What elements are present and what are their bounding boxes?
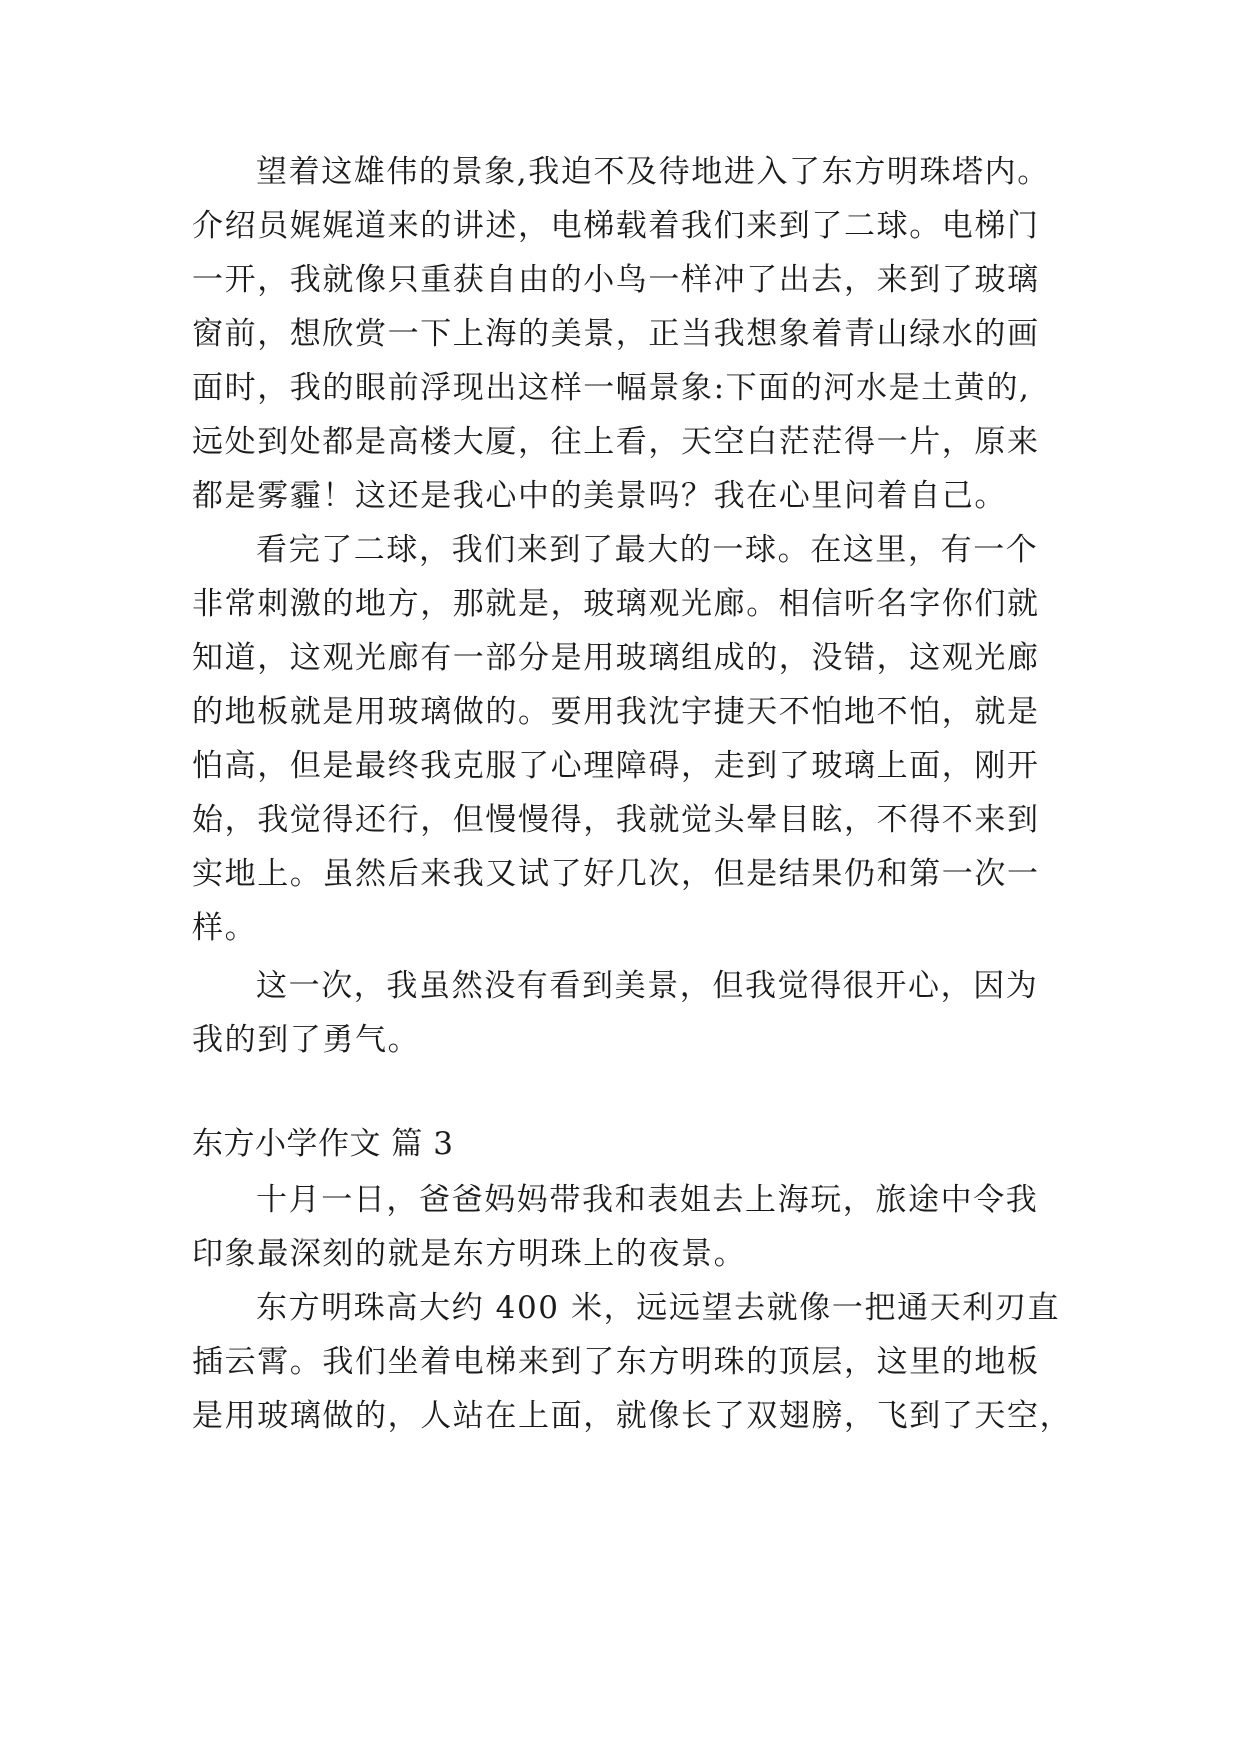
paragraph-line: 这一次，我虽然没有看到美景，但我觉得很开心，因为 bbox=[256, 968, 1039, 1004]
paragraph-line: 远处到处都是高楼大厦，往上看，天空白茫茫得一片，原来 bbox=[192, 424, 1040, 460]
paragraph-line: 窗前，想欣赏一下上海的美景，正当我想象着青山绿水的画 bbox=[192, 316, 1040, 352]
paragraph-line: 知道，这观光廊有一部分是用玻璃组成的，没错，这观光廊 bbox=[192, 640, 1040, 676]
paragraph-line: 的地板就是用玻璃做的。要用我沈宇捷天不怕地不怕，就是 bbox=[192, 694, 1040, 730]
paragraph-line: 介绍员娓娓道来的讲述，电梯载着我们来到了二球。电梯门 bbox=[192, 208, 1040, 244]
paragraph-line: 我的到了勇气。 bbox=[192, 1022, 421, 1058]
paragraph-line: 东方明珠高大约 400 米，远远望去就像一把通天利刃直 bbox=[256, 1290, 1061, 1326]
section-heading: 东方小学作文 篇 3 bbox=[192, 1126, 454, 1162]
paragraph-line: 始，我觉得还行，但慢慢得，我就觉头晕目眩，不得不来到 bbox=[192, 802, 1040, 838]
paragraph-line: 非常刺激的地方，那就是，玻璃观光廊。相信听名字你们就 bbox=[192, 586, 1040, 622]
paragraph-line: 实地上。虽然后来我又试了好几次，但是结果仍和第一次一 bbox=[192, 856, 1040, 892]
paragraph-line: 样。 bbox=[192, 910, 258, 946]
paragraph-line: 看完了二球，我们来到了最大的一球。在这里，有一个 bbox=[256, 532, 1039, 568]
paragraph-line: 是用玻璃做的，人站在上面，就像长了双翅膀，飞到了天空， bbox=[192, 1398, 1073, 1434]
paragraph-line: 怕高，但是最终我克服了心理障碍，走到了玻璃上面，刚开 bbox=[192, 748, 1040, 784]
paragraph-line: 望着这雄伟的景象,我迫不及待地进入了东方明珠塔内。 bbox=[256, 154, 1050, 190]
paragraph-line: 面时，我的眼前浮现出这样一幅景象:下面的河水是土黄的, bbox=[192, 370, 1031, 406]
paragraph-line: 插云霄。我们坐着电梯来到了东方明珠的顶层，这里的地板 bbox=[192, 1344, 1040, 1380]
paragraph-line: 印象最深刻的就是东方明珠上的夜景。 bbox=[192, 1236, 747, 1272]
paragraph-line: 一开，我就像只重获自由的小鸟一样冲了出去，来到了玻璃 bbox=[192, 262, 1040, 298]
paragraph-line: 十月一日，爸爸妈妈带我和表姐去上海玩，旅途中令我 bbox=[256, 1182, 1039, 1218]
paragraph-line: 都是雾霾！这还是我心中的美景吗？我在心里问着自己。 bbox=[192, 478, 1007, 514]
